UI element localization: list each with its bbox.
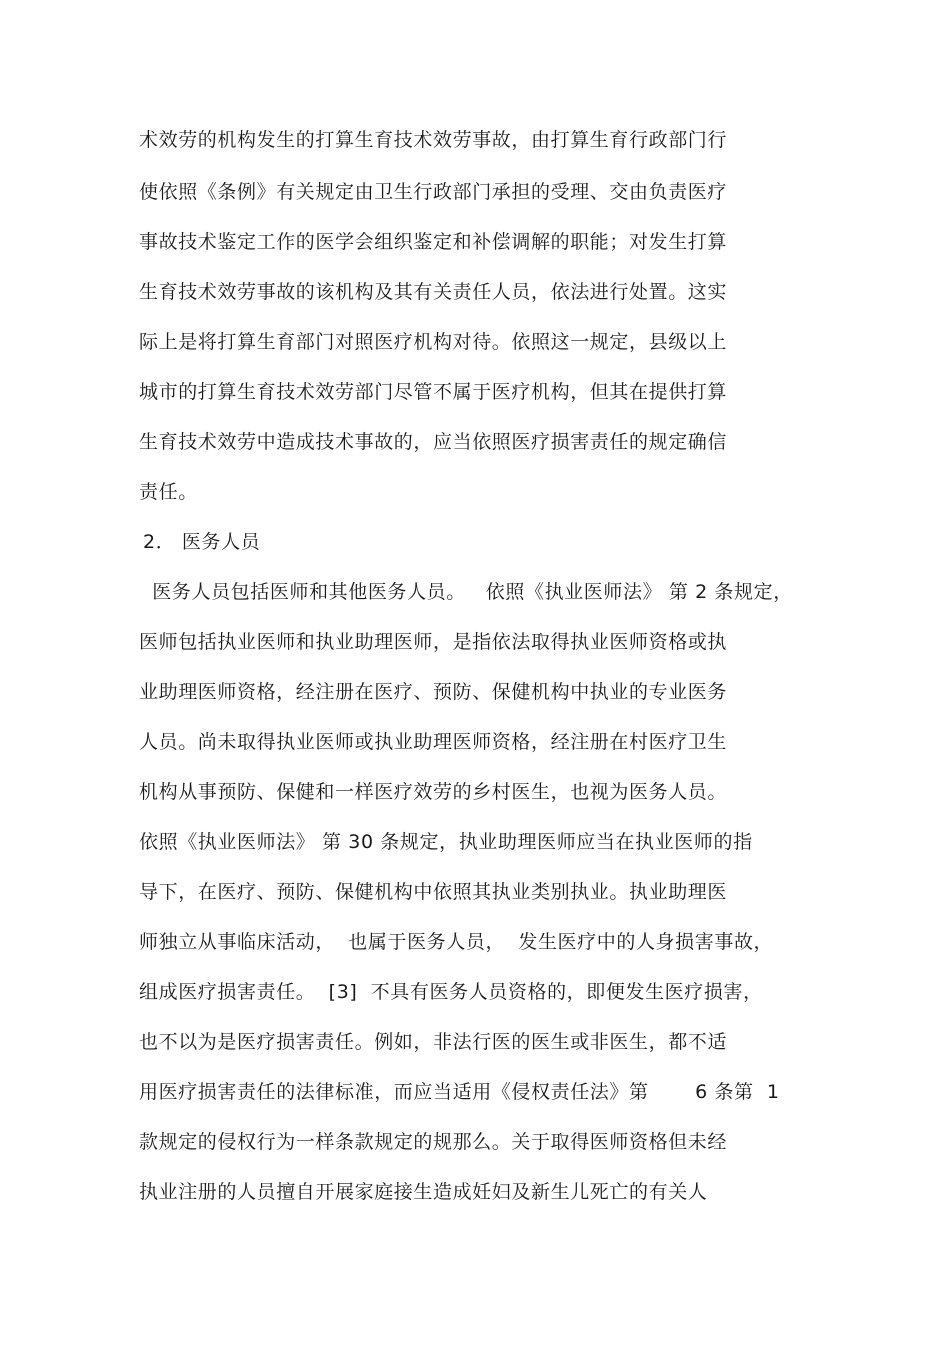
text-line: 款规定的侵权行为一样条款规定的规那么。关于取得医师资格但未经 — [139, 1131, 728, 1153]
text-line: 生育技术效劳中造成技术事故的，应当依照医疗损害责任的规定确信 — [139, 431, 728, 453]
text-line: 术效劳的机构发生的打算生育技术效劳事故，由打算生育行政部门行 — [139, 129, 728, 151]
text-line: 导下，在医疗、预防、保健机构中依照其执业类别执业。执业助理医 — [139, 881, 728, 903]
text-line: 用医疗损害责任的法律标准，而应当适用《侵权责任法》第 6 条第 1 — [139, 1081, 780, 1103]
text-line: 医师包括执业医师和执业助理医师，是指依法取得执业医师资格或执 — [139, 631, 728, 653]
section-heading: 2． 医务人员 — [143, 531, 261, 553]
text-line: 医务人员包括医师和其他医务人员。 依照《执业医师法》 第 2 条规定， — [139, 581, 793, 603]
text-line: 生育技术效劳事故的该机构及其有关责任人员，依法进行处置。这实 — [139, 281, 728, 303]
text-line: 责任。 — [139, 481, 198, 503]
text-line: 人员。尚未取得执业医师或执业助理医师资格，经注册在村医疗卫生 — [139, 731, 728, 753]
text-line: 城市的打算生育技术效劳部门尽管不属于医疗机构，但其在提供打算 — [139, 381, 728, 403]
text-line: 事故技术鉴定工作的医学会组织鉴定和补偿调解的职能；对发生打算 — [139, 231, 728, 253]
text-line: 组成医疗损害责任。 [3] 不具有医务人员资格的，即便发生医疗损害， — [139, 981, 763, 1003]
text-line: 使依照《条例》有关规定由卫生行政部门承担的受理、交由负责医疗 — [139, 181, 728, 203]
text-line: 也不以为是医疗损害责任。例如，非法行医的医生或非医生，都不适 — [139, 1031, 728, 1053]
text-line: 业助理医师资格，经注册在医疗、预防、保健机构中执业的专业医务 — [139, 681, 728, 703]
text-line: 际上是将打算生育部门对照医疗机构对待。依照这一规定，县级以上 — [139, 331, 728, 353]
text-line: 依照《执业医师法》 第 30 条规定，执业助理医师应当在执业医师的指 — [139, 831, 753, 853]
text-line: 执业注册的人员擅自开展家庭接生造成妊妇及新生儿死亡的有关人 — [139, 1181, 708, 1203]
text-line: 机构从事预防、保健和一样医疗效劳的乡村医生，也视为医务人员。 — [139, 781, 728, 803]
text-line: 师独立从事临床活动， 也属于医务人员， 发生医疗中的人身损害事故， — [139, 931, 774, 953]
